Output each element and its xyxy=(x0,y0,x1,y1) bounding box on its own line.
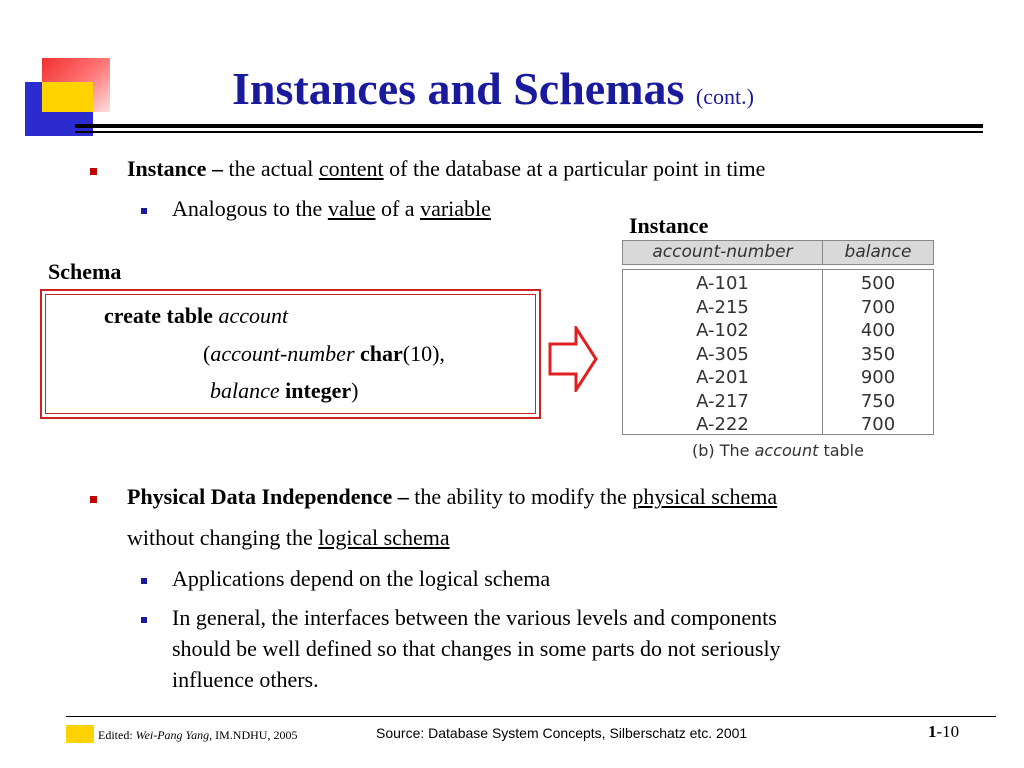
table-cell: A-215 xyxy=(696,296,749,318)
variable-link: variable xyxy=(420,196,491,221)
table-cell: 900 xyxy=(860,367,896,388)
sub-bullet-interfaces-line-3: influence others. xyxy=(172,667,319,692)
attribute-name: balance xyxy=(210,378,280,403)
text: of a xyxy=(375,196,421,221)
paren: ( xyxy=(203,341,211,366)
author: Wei-Pang Yang, xyxy=(135,728,213,742)
account-table xyxy=(622,240,934,460)
keyword: char xyxy=(360,341,403,366)
sub-bullet-interfaces-line-1: In general, the interfaces between the various levels and components xyxy=(172,605,777,630)
text: the ability to modify the xyxy=(408,484,633,509)
table-cell: A-305 xyxy=(696,343,749,365)
title-rule-thick xyxy=(75,124,983,128)
text: the actual xyxy=(222,156,319,181)
table-cell: A-217 xyxy=(696,390,749,412)
column-account-number xyxy=(623,270,823,434)
content-link: content xyxy=(318,156,384,181)
code-line-1 xyxy=(104,303,288,329)
header-account-number: account-number xyxy=(623,241,823,264)
code-line-2 xyxy=(203,341,445,367)
attribute-name: account-number xyxy=(210,341,355,366)
title-main: Instances and Schemas xyxy=(232,63,685,114)
title-suffix: (cont.) xyxy=(695,84,754,109)
text: account xyxy=(754,441,819,460)
sub-bullet-analogous xyxy=(172,196,491,222)
table-cell: A-102 xyxy=(696,320,749,341)
keyword: integer xyxy=(285,378,352,403)
table-cell: 400 xyxy=(860,320,896,341)
sub-bullet-marker xyxy=(141,578,147,584)
title-rule-thin xyxy=(75,131,983,133)
text: (b) The xyxy=(692,441,755,460)
text: Analogous to the xyxy=(172,196,328,221)
text: (10), xyxy=(402,341,445,366)
bullet-instance xyxy=(127,156,765,182)
table-name: account xyxy=(218,303,289,328)
slide-title xyxy=(232,62,754,115)
bullet-marker xyxy=(90,168,97,175)
sub-bullet-marker xyxy=(141,208,147,214)
term-physical-data-independence: Physical Data Independence – xyxy=(127,484,409,509)
column-balance xyxy=(823,270,933,434)
table-cell: 700 xyxy=(860,414,896,435)
text: of the database at a particular point in time xyxy=(383,156,766,181)
logical-schema-link: logical schema xyxy=(318,525,450,550)
footer-credit xyxy=(98,728,297,743)
footer-rule xyxy=(66,716,996,717)
bullet-physical-independence xyxy=(127,484,777,510)
table-cell: 700 xyxy=(860,296,896,318)
physical-schema-link: physical schema xyxy=(632,484,778,509)
keyword: create table xyxy=(104,303,213,328)
bullet-marker xyxy=(90,496,97,503)
table-header xyxy=(622,240,934,265)
header-balance: balance xyxy=(844,242,912,262)
text: without changing the xyxy=(127,525,319,550)
table-caption xyxy=(622,441,934,460)
table-cell: 500 xyxy=(860,273,896,294)
footer-logo-square xyxy=(66,725,94,743)
right-arrow-icon xyxy=(548,326,598,392)
sub-bullet-marker xyxy=(141,617,147,623)
sub-bullet-applications: Applications depend on the logical schema xyxy=(172,566,551,591)
logo-yellow-square xyxy=(42,82,93,112)
paren: ) xyxy=(351,378,359,403)
instance-label: Instance xyxy=(629,213,709,238)
text: Edited: xyxy=(98,728,136,742)
table-cell: 350 xyxy=(860,343,896,365)
text: 1 xyxy=(928,722,937,741)
schema-label: Schema xyxy=(48,259,122,284)
sub-bullet-interfaces-line-2: should be well defined so that changes in some parts do not seriously xyxy=(172,636,781,661)
text: IM.NDHU, 2005 xyxy=(212,728,298,742)
value-link: value xyxy=(327,196,376,221)
table-cell: 750 xyxy=(860,390,896,412)
table-cell: A-101 xyxy=(696,273,749,294)
code-line-3 xyxy=(210,378,358,404)
page-number xyxy=(928,722,959,742)
table-cell: A-201 xyxy=(696,367,749,388)
footer-source: Source: Database System Concepts, Silberschatz etc. 2001 xyxy=(376,725,748,741)
text: table xyxy=(818,441,864,460)
bullet-physical-independence-cont xyxy=(127,525,450,551)
term-instance: Instance – xyxy=(127,156,223,181)
table-body xyxy=(622,269,934,435)
text: -10 xyxy=(936,722,960,741)
table-cell: A-222 xyxy=(696,414,749,435)
